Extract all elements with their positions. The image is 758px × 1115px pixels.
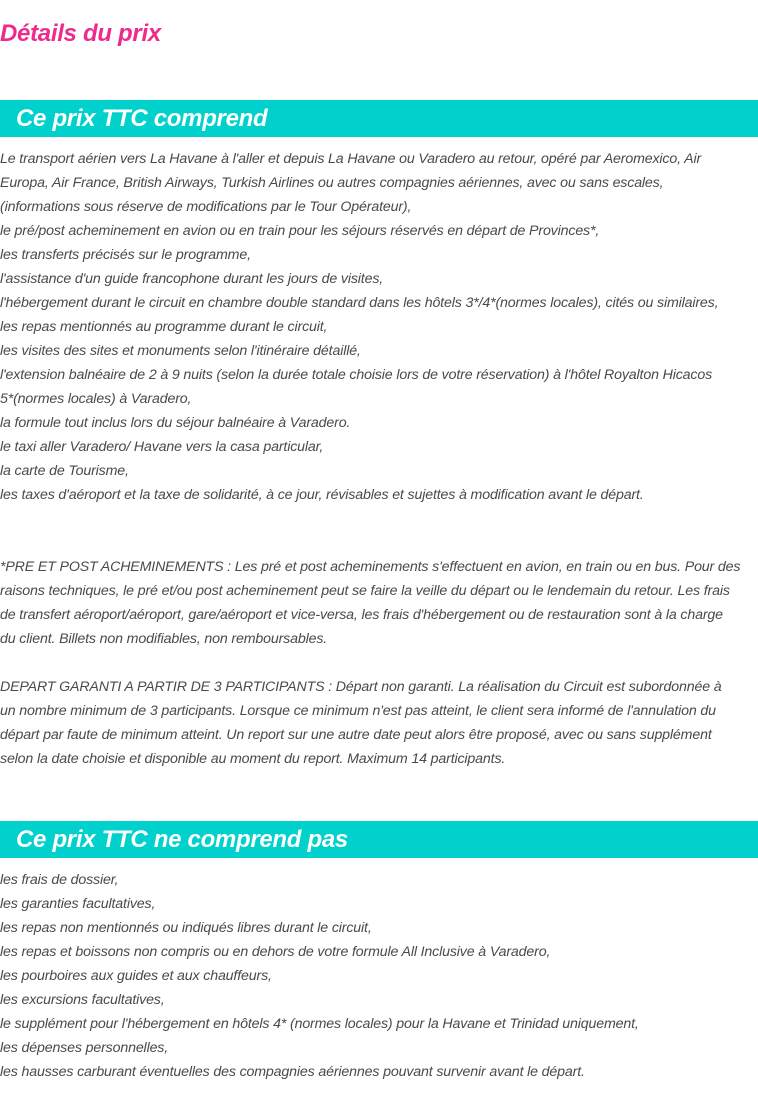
includes-item: les taxes d'aéroport et la taxe de solidarité, à ce jour, révisables et sujettes à modification avant le départ. [0,487,644,503]
includes-item: l'extension balnéaire de 2 à 9 nuits (selon la durée totale choisie lors de votre réservation) à l'hôtel Royalton Hicacos [0,367,713,383]
includes-item: Europa, Air France, British Airways, Turkish Airlines ou autres compagnies aériennes, avec ou sans escales, [0,175,664,191]
excludes-item: les repas et boissons non compris ou en dehors de votre formule All Inclusive à Varadero, [0,944,551,960]
page-title: Détails du prix [0,20,161,47]
note-line: DEPART GARANTI A PARTIR DE 3 PARTICIPANTS : Départ non garanti. La réalisation du Circuit est subordonnée à [0,679,722,695]
excludes-item: les frais de dossier, [0,872,119,888]
includes-list [0,147,758,507]
note-line: selon la date choisie et disponible au moment du report. Maximum 14 participants. [0,751,506,767]
includes-item: les transferts précisés sur le programme, [0,247,251,263]
includes-item: la carte de Tourisme, [0,463,129,479]
includes-item: (informations sous réserve de modifications par le Tour Opérateur), [0,199,412,215]
excludes-item: le supplément pour l'hébergement en hôtels 4* (normes locales) pour la Havane et Trinidad uniquement, [0,1016,639,1032]
includes-item: l'assistance d'un guide francophone durant les jours de visites, [0,271,384,287]
excludes-item: les repas non mentionnés ou indiqués libres durant le circuit, [0,920,372,936]
includes-item: les repas mentionnés au programme durant le circuit, [0,319,328,335]
includes-item: 5*(normes locales) à Varadero, [0,391,192,407]
excludes-item: les hausses carburant éventuelles des compagnies aériennes pouvant survenir avant le départ. [0,1064,585,1080]
depart-garanti-note [0,675,758,771]
includes-item: le taxi aller Varadero/ Havane vers la casa particular, [0,439,324,455]
note-line: un nombre minimum de 3 participants. Lorsque ce minimum n'est pas atteint, le client sera informé de l'annulation du [0,703,716,719]
note-line: *PRE ET POST ACHEMINEMENTS : Les pré et post acheminements s'effectuent en avion, en train ou en bus. Pour des [0,559,741,575]
includes-section-header: Ce prix TTC comprend [0,100,758,137]
excludes-item: les pourboires aux guides et aux chauffeurs, [0,968,272,984]
includes-item: le pré/post acheminement en avion ou en train pour les séjours réservés en départ de Provinces*, [0,223,600,239]
excludes-list [0,868,758,1084]
note-line: du client. Billets non modifiables, non remboursables. [0,631,328,647]
includes-item: Le transport aérien vers La Havane à l'aller et depuis La Havane ou Varadero au retour, opéré par Aeromexico, Air [0,151,702,167]
excludes-item: les excursions facultatives, [0,992,165,1008]
includes-item: l'hébergement durant le circuit en chambre double standard dans les hôtels 3*/4*(normes locales), cités ou similaires, [0,295,719,311]
note-line: de transfert aéroport/aéroport, gare/aéroport et vice-versa, les frais d'hébergement ou de restauration sont à la charge [0,607,723,623]
note-line: raisons techniques, le pré et/ou post acheminement peut se faire la veille du départ ou le lendemain du retour. Les frais [0,583,730,599]
excludes-item: les garanties facultatives, [0,896,156,912]
excludes-item: les dépenses personnelles, [0,1040,169,1056]
includes-item: les visites des sites et monuments selon l'itinéraire détaillé, [0,343,361,359]
note-line: départ par faute de minimum atteint. Un report sur une autre date peut alors être proposé, avec ou sans supplément [0,727,712,743]
pre-post-acheminement-note [0,555,758,651]
includes-item: la formule tout inclus lors du séjour balnéaire à Varadero. [0,415,351,431]
excludes-section-header: Ce prix TTC ne comprend pas [0,821,758,858]
